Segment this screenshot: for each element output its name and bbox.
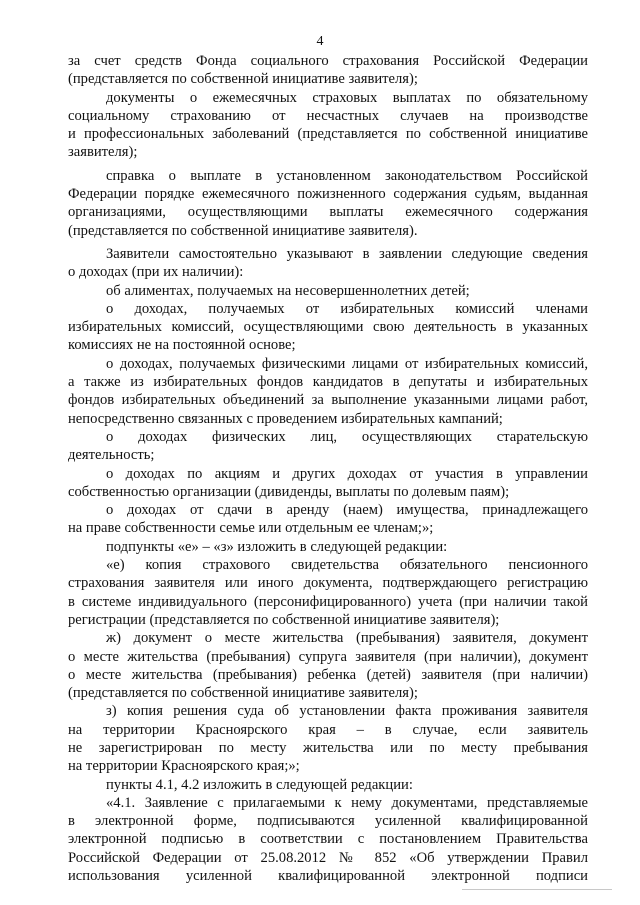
text-line: (представляется по собственной инициативе заявителя); [68,71,418,88]
paragraph [68,776,588,794]
text-line: ж) документ о месте жительства (пребывания) заявителя, документ [106,630,588,647]
text-line: документы о ежемесячных страховых выплатах по обязательному [106,89,588,106]
text-line: о месте жительства (пребывания) ребенка (детей) заявителя (при наличии) [68,666,588,683]
paragraph [68,167,588,240]
text-line: «4.1. Заявление с прилагаемыми к нему документами, представляемые [106,794,588,811]
text-line: справка о выплате в установленном законодательством Российской [106,167,588,184]
paragraph [68,282,588,300]
document-body [68,52,588,885]
text-line: подпункты «е» – «з» изложить в следующей редакции: [106,538,448,555]
text-line: Федерации порядке ежемесячного пожизненного содержания судьям, выданная [68,186,588,203]
text-line: о доходах от сдачи в аренду (наем) имущества, принадлежащего [106,502,588,519]
text-line: в системе индивидуального (персонифицированного) учета (при наличии такой [68,593,588,610]
text-line: заявителя); [68,144,138,161]
paragraph [68,556,588,629]
page-number: 4 [316,34,324,49]
text-line: регистрации (представляется по собственной инициативе заявителя); [68,611,500,628]
text-line: (представляется по собственной инициативе заявителя); [68,685,418,702]
text-line: о доходах (при их наличии): [68,264,244,281]
paragraph [68,501,588,538]
text-line: Российской Федерации от 25.08.2012 № 852 «Об утверждении Правил [68,849,588,866]
text-line: использования усиленной квалифицированной электронной подписи [68,868,588,885]
paragraph [68,538,588,556]
text-line: з) копия решения суда об установлении факта проживания заявителя [106,703,588,720]
text-line: пункты 4.1, 4.2 изложить в следующей редакции: [106,776,413,793]
text-line: за счет средств Фонда социального страхования Российской Федерации [68,53,588,69]
text-line: о доходах физических лиц, осуществляющих старательскую [106,428,588,445]
paragraph [68,300,588,355]
text-line: деятельность; [68,447,155,464]
text-line: а также из избирательных фондов кандидатов в депутаты и избирательных [68,374,588,391]
text-line: о доходах, получаемых от избирательных комиссий членами [106,300,588,317]
paragraph [68,702,588,775]
text-line: на праве собственности семье или отдельным ее членам;»; [68,520,434,537]
text-line: социальному страхованию от несчастных случаев на производстве [68,107,588,124]
paragraph [68,52,588,89]
text-line: в электронной форме, подписываются усиленной квалифицированной [68,813,588,830]
text-line: фондов избирательных объединений за выполнение указанными лицами работ, [68,392,588,409]
paragraph [68,428,588,465]
paragraph [68,629,588,702]
text-line: Заявители самостоятельно указывают в заявлении следующие сведения [106,245,588,262]
text-line: на территории Красноярского края;»; [68,758,300,775]
text-line: собственностью организации (дивиденды, выплаты по долевым паям); [68,483,510,500]
text-line: организациями, осуществляющими выплаты ежемесячного содержания [68,204,588,221]
text-line: о доходах по акциям и других доходах от участия в управлении [106,465,588,482]
text-line: электронной подписью в соответствии с постановлением Правительства [68,831,588,848]
text-line: и профессиональных заболеваний (представляется по собственной инициативе [68,126,588,143]
text-line: непосредственно связанных с проведением избирательных кампаний; [68,410,503,427]
scan-edge-line [462,889,612,890]
paragraph [68,465,588,502]
text-line: на территории Красноярского края – в случае, если заявитель [68,721,588,738]
paragraph [68,794,588,885]
text-line: (представляется по собственной инициативе заявителя). [68,222,418,239]
text-line: комиссиях не на постоянной основе; [68,337,296,354]
text-line: о доходах, получаемых физическими лицами от избирательных комиссий, [106,355,588,372]
paragraph [68,355,588,428]
paragraph [68,89,588,162]
text-line: не зарегистрирован по месту жительства или по месту пребывания [68,739,588,756]
text-line: «е) копия страхового свидетельства обязательного пенсионного [106,557,588,574]
text-line: о месте жительства (пребывания) супруга заявителя (при наличии), документ [68,648,588,665]
text-line: страхования заявителя или иного документа, подтверждающего регистрацию [68,575,588,592]
text-line: об алиментах, получаемых на несовершеннолетних детей; [106,282,470,299]
text-line: избирательных комиссий, осуществляющими свою деятельность в указанных [68,319,588,336]
paragraph [68,245,588,282]
